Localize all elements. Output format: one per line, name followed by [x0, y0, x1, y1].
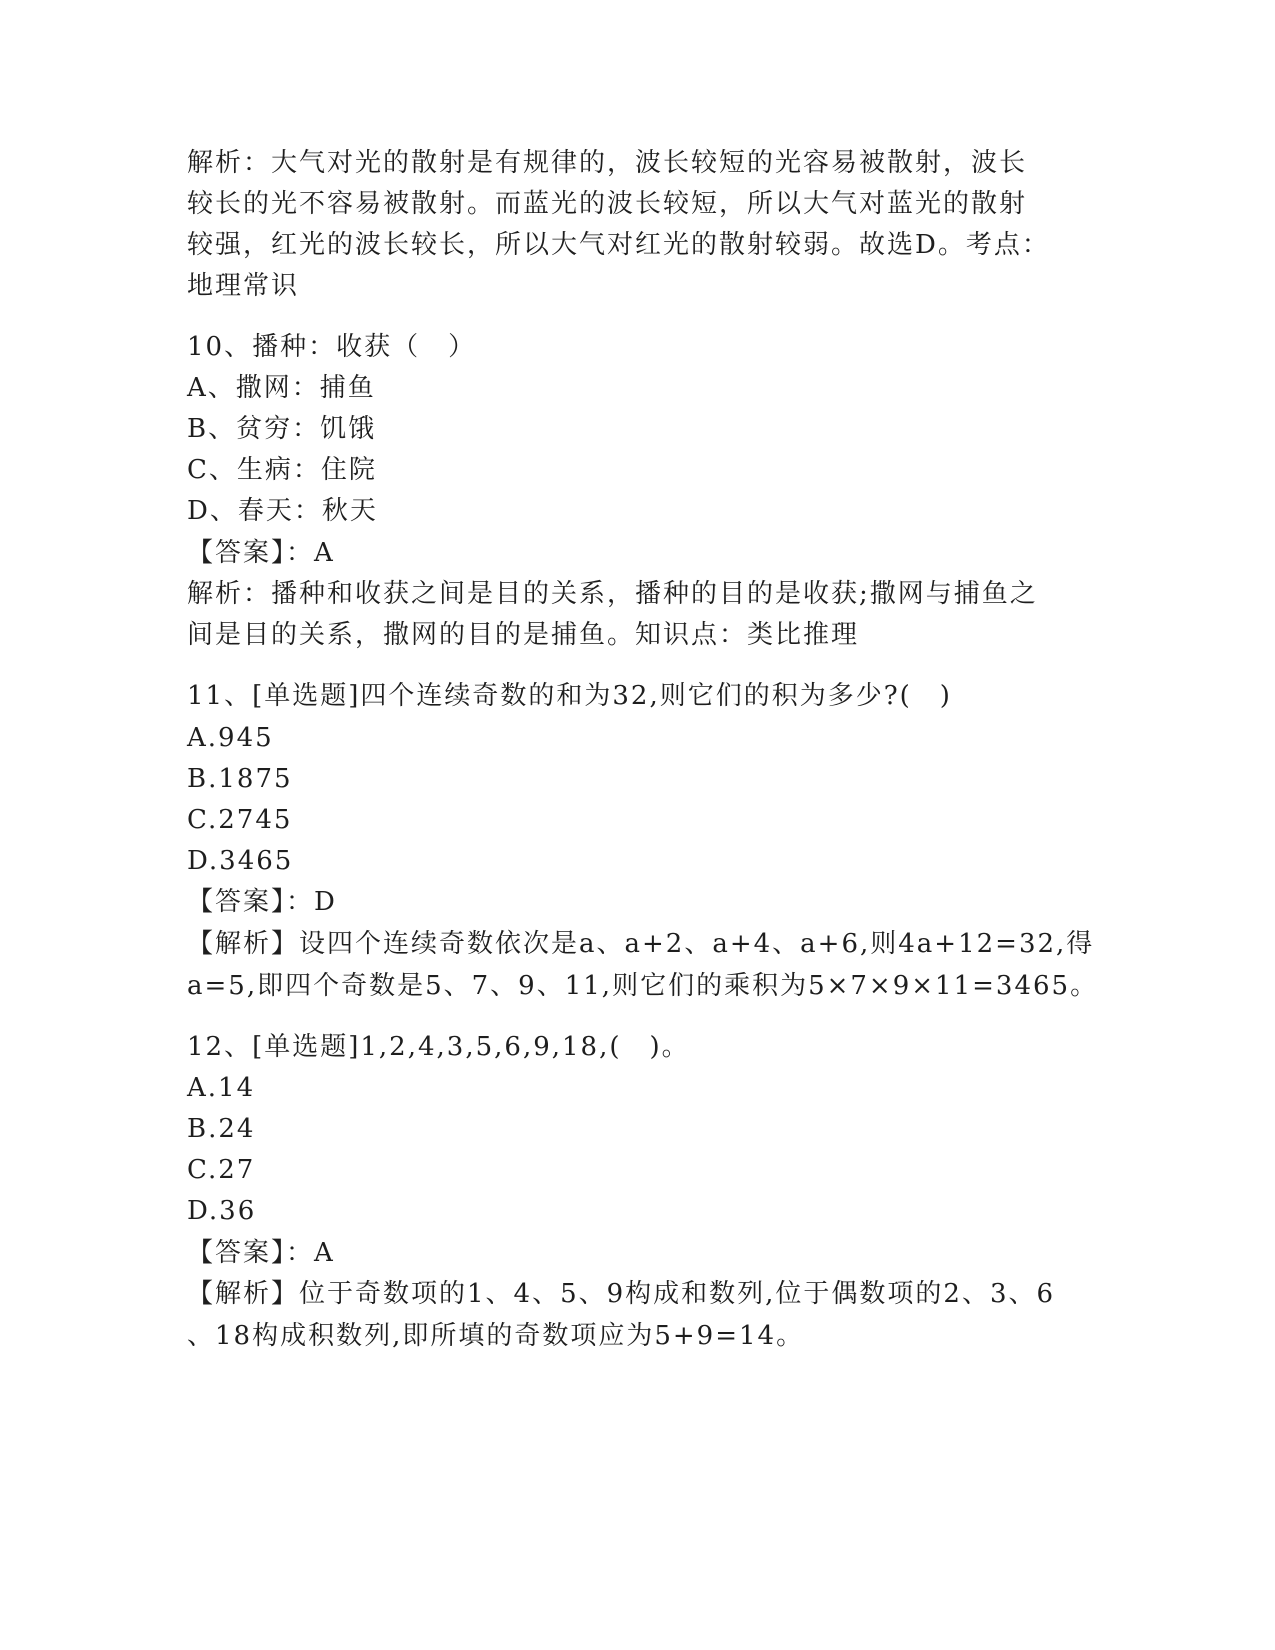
q11-option-a: A.945 [187, 723, 274, 753]
q10-option-b: B、贫穷：饥饿 [187, 414, 377, 444]
q12-option-c: C.27 [187, 1155, 256, 1185]
q11-explanation-line-1: 【解析】设四个连续奇数依次是a、a+2、a+4、a+6,则4a+12=32,得 [187, 929, 1095, 959]
q12-option-b: B.24 [187, 1114, 256, 1144]
q9-explanation-line-2: 较长的光不容易被散射。而蓝光的波长较短，所以大气对蓝光的散射 [187, 189, 1028, 219]
q10-explanation-line-1: 解析：播种和收获之间是目的关系，播种的目的是收获;撒网与捕鱼之 [187, 579, 1038, 609]
q10-option-c: C、生病：住院 [187, 455, 377, 485]
q12-explanation-line-2: 、18构成积数列,即所填的奇数项应为5+9=14。 [187, 1321, 805, 1351]
q11-option-c: C.2745 [187, 805, 293, 835]
q12-option-a: A.14 [187, 1073, 256, 1103]
q10-question: 10、播种：收获（ ） [187, 332, 477, 362]
q11-answer: 【答案】：D [187, 887, 337, 917]
q9-explanation-line-3: 较强，红光的波长较长，所以大气对红光的散射较弱。故选D。考点： [187, 230, 1050, 260]
q11-option-b: B.1875 [187, 764, 293, 794]
q9-explanation-line-1: 解析：大气对光的散射是有规律的，波长较短的光容易被散射，波长 [187, 148, 1028, 178]
q12-question: 12、[单选题]1,2,4,3,5,6,9,18,( )。 [187, 1032, 690, 1062]
q11-option-d: D.3465 [187, 846, 294, 876]
q11-question: 11、[单选题]四个连续奇数的和为32,则它们的积为多少?( ) [187, 681, 952, 711]
q11-explanation-line-2: a=5,即四个奇数是5、7、9、11,则它们的乘积为5×7×9×11=3465。 [187, 971, 1099, 1001]
q12-answer: 【答案】：A [187, 1238, 335, 1268]
q12-option-d: D.36 [187, 1196, 257, 1226]
q10-answer: 【答案】：A [187, 538, 335, 568]
q10-option-d: D、春天：秋天 [187, 496, 378, 526]
q9-explanation-line-4: 地理常识 [187, 271, 300, 301]
q10-option-a: A、撒网：捕鱼 [187, 373, 376, 403]
q12-explanation-line-1: 【解析】位于奇数项的1、4、5、9构成和数列,位于偶数项的2、3、6 [187, 1279, 1056, 1309]
q10-explanation-line-2: 间是目的关系，撒网的目的是捕鱼。知识点：类比推理 [187, 620, 860, 650]
